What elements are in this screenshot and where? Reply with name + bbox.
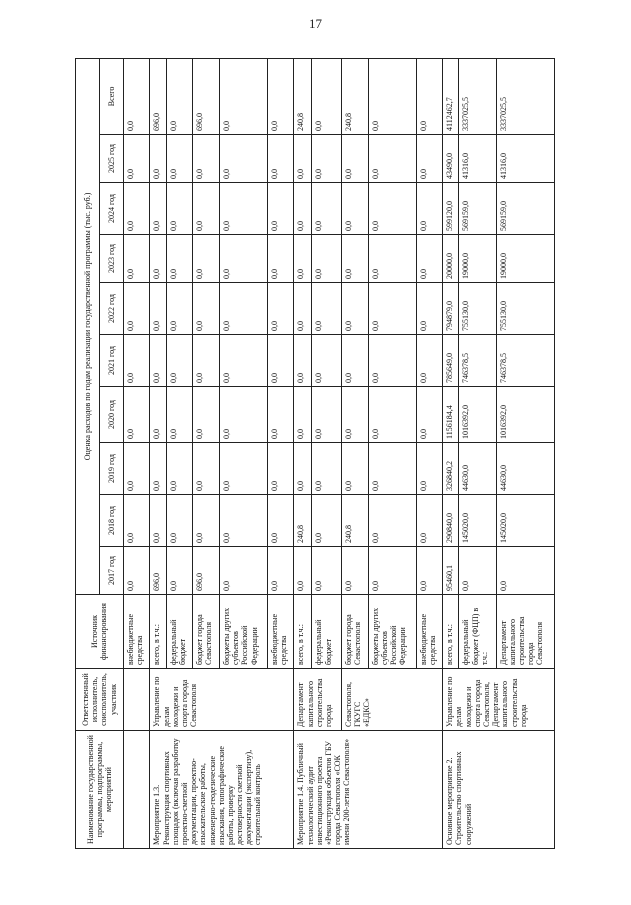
value-cell: 0,0 <box>123 135 150 183</box>
value-cell: 0,0 <box>312 283 342 335</box>
value-cell: 0,0 <box>312 135 342 183</box>
value-cell: 0,0 <box>220 235 268 283</box>
value-cell: 755130,0 <box>496 283 554 335</box>
header-name: Наименование государственной программы, подпрограммы, мероприятий <box>76 731 124 849</box>
header-year: 2024 год <box>99 183 123 235</box>
value-cell: 0,0 <box>220 283 268 335</box>
value-cell: 0,0 <box>267 495 294 547</box>
value-cell: 0,0 <box>267 183 294 235</box>
value-cell: 0,0 <box>193 387 220 443</box>
total-cell: 0,0 <box>416 58 443 134</box>
value-cell: 0,0 <box>312 443 342 495</box>
value-cell: 0,0 <box>342 135 369 183</box>
value-cell: 0,0 <box>416 283 443 335</box>
executor-cell: Управление по делам молодежи и спорта города Севастополя, Департамент капитального строительства города <box>443 669 555 731</box>
value-cell: 0,0 <box>220 135 268 183</box>
value-cell: 0,0 <box>193 283 220 335</box>
value-cell: 0,0 <box>166 183 193 235</box>
source-cell: всего, в т.ч.: <box>294 595 312 669</box>
header-year: 2019 год <box>99 443 123 495</box>
source-cell: федеральный бюджет (ФЦП) в т.ч.: <box>459 595 496 669</box>
value-cell: 0,0 <box>220 183 268 235</box>
executor-cell: Департамент капитального строительства города <box>294 669 342 731</box>
value-cell: 1016392,0 <box>459 387 496 443</box>
value-cell: 0,0 <box>150 135 166 183</box>
source-cell: всего, в т.ч.: <box>443 595 459 669</box>
value-cell: 0,0 <box>294 283 312 335</box>
value-cell: 0,0 <box>267 283 294 335</box>
header-year: 2017 год <box>99 547 123 595</box>
value-cell: 0,0 <box>193 135 220 183</box>
value-cell: 1156184,4 <box>443 387 459 443</box>
value-cell: 0,0 <box>220 495 268 547</box>
value-cell: 0,0 <box>294 387 312 443</box>
value-cell: 0,0 <box>416 183 443 235</box>
source-cell: бюджеты других субъектов Российской Федерации <box>220 595 268 669</box>
value-cell: 0,0 <box>416 335 443 387</box>
value-cell: 0,0 <box>123 335 150 387</box>
value-cell: 0,0 <box>368 235 416 283</box>
value-cell: 0,0 <box>312 547 342 595</box>
source-cell: бюджеты других субъектов Российской Федерации <box>368 595 416 669</box>
rotated-table-sheet <box>75 59 555 849</box>
value-cell: 746378,5 <box>496 335 554 387</box>
value-cell: 0,0 <box>342 183 369 235</box>
value-cell: 290840,0 <box>443 495 459 547</box>
value-cell: 0,0 <box>368 283 416 335</box>
value-cell: 0,0 <box>416 235 443 283</box>
value-cell: 0,0 <box>166 387 193 443</box>
value-cell: 0,0 <box>166 495 193 547</box>
value-cell: 0,0 <box>220 335 268 387</box>
value-cell: 0,0 <box>312 495 342 547</box>
value-cell: 0,0 <box>368 547 416 595</box>
value-cell: 0,0 <box>312 235 342 283</box>
header-estimate: Оценка расходов по годам реализации государственной программы (тыс. руб.) <box>76 58 100 594</box>
header-year: 2025 год <box>99 135 123 183</box>
value-cell: 0,0 <box>123 495 150 547</box>
value-cell: 0,0 <box>166 135 193 183</box>
value-cell: 0,0 <box>150 495 166 547</box>
value-cell: 0,0 <box>267 443 294 495</box>
value-cell: 0,0 <box>416 135 443 183</box>
measure-name-cell: Мероприятие 1.3. Реконструкция спортивных площадок (включая разработку проектно-сметной документации, проектно-изыскательские работы, инженерно-геодезические изыскания, топографические работы, проверку достоверности сметной документации (экспертизу), строительный контроль <box>150 731 294 849</box>
value-cell: 0,0 <box>312 183 342 235</box>
value-cell: 755130,0 <box>459 283 496 335</box>
value-cell: 0,0 <box>150 183 166 235</box>
value-cell: 569159,0 <box>459 183 496 235</box>
header-total: Всего <box>99 58 123 134</box>
source-cell: бюджет города Севастополя <box>342 595 369 669</box>
total-cell: 4112462,7 <box>443 58 459 134</box>
header-year: 2020 год <box>99 387 123 443</box>
value-cell: 0,0 <box>166 443 193 495</box>
total-cell: 0,0 <box>267 58 294 134</box>
value-cell: 0,0 <box>150 335 166 387</box>
value-cell: 0,0 <box>312 335 342 387</box>
value-cell: 41316,0 <box>496 135 554 183</box>
value-cell: 0,0 <box>193 443 220 495</box>
value-cell: 0,0 <box>166 235 193 283</box>
executor-cell: Севастополя, ГКУГС «ЕДКС» <box>342 669 443 731</box>
value-cell: 41316,0 <box>459 135 496 183</box>
table-row <box>150 58 166 848</box>
name-cell <box>123 731 150 849</box>
value-cell: 0,0 <box>150 443 166 495</box>
source-cell: Департамент капитального строительства города Севастополя <box>496 595 554 669</box>
value-cell: 0,0 <box>342 443 369 495</box>
value-cell: 44630,0 <box>496 443 554 495</box>
value-cell: 0,0 <box>416 443 443 495</box>
value-cell: 0,0 <box>342 387 369 443</box>
value-cell: 569159,0 <box>496 183 554 235</box>
value-cell: 0,0 <box>368 387 416 443</box>
value-cell: 0,0 <box>368 135 416 183</box>
value-cell: 0,0 <box>294 135 312 183</box>
value-cell: 0,0 <box>193 335 220 387</box>
total-cell: 0,0 <box>166 58 193 134</box>
value-cell: 0,0 <box>267 235 294 283</box>
value-cell: 0,0 <box>150 283 166 335</box>
value-cell: 0,0 <box>294 547 312 595</box>
table-row <box>294 58 312 848</box>
value-cell: 0,0 <box>416 495 443 547</box>
total-cell: 0,0 <box>312 58 342 134</box>
total-cell: 240,8 <box>294 58 312 134</box>
executor-cell <box>123 669 150 731</box>
value-cell: 746378,5 <box>459 335 496 387</box>
total-cell: 0,0 <box>123 58 150 134</box>
value-cell: 0,0 <box>123 283 150 335</box>
value-cell: 0,0 <box>496 547 554 595</box>
value-cell: 0,0 <box>123 443 150 495</box>
budget-table <box>75 58 555 849</box>
source-cell: всего, в т.ч.: <box>150 595 166 669</box>
value-cell: 0,0 <box>368 335 416 387</box>
value-cell: 599120,0 <box>443 183 459 235</box>
header-year: 2021 год <box>99 335 123 387</box>
value-cell: 0,0 <box>342 235 369 283</box>
value-cell: 0,0 <box>166 547 193 595</box>
value-cell: 19000,0 <box>459 235 496 283</box>
value-cell: 0,0 <box>368 183 416 235</box>
value-cell: 0,0 <box>123 387 150 443</box>
value-cell: 0,0 <box>193 183 220 235</box>
value-cell: 0,0 <box>368 495 416 547</box>
value-cell: 43490,0 <box>443 135 459 183</box>
value-cell: 0,0 <box>123 235 150 283</box>
value-cell: 0,0 <box>294 235 312 283</box>
page-number: 17 <box>309 16 322 31</box>
header-year: 2018 год <box>99 495 123 547</box>
total-cell: 0,0 <box>368 58 416 134</box>
value-cell: 696,0 <box>150 547 166 595</box>
value-cell: 0,0 <box>150 387 166 443</box>
source-cell: федеральный бюджет <box>312 595 342 669</box>
total-cell: 240,8 <box>342 58 369 134</box>
source-cell: внебюджетные средства <box>267 595 294 669</box>
value-cell: 0,0 <box>267 547 294 595</box>
value-cell: 0,0 <box>193 235 220 283</box>
value-cell: 0,0 <box>220 547 268 595</box>
source-cell: бюджет города Севастополя <box>193 595 220 669</box>
value-cell: 240,8 <box>294 495 312 547</box>
table-row <box>123 58 150 848</box>
total-cell: 3337025,5 <box>496 58 554 134</box>
value-cell: 0,0 <box>166 335 193 387</box>
value-cell: 0,0 <box>123 547 150 595</box>
value-cell: 44630,0 <box>459 443 496 495</box>
measure-name-cell: Основное мероприятие 2. Строительство спортивных сооружений <box>443 731 555 849</box>
value-cell: 95460,1 <box>443 547 459 595</box>
value-cell: 0,0 <box>220 443 268 495</box>
value-cell: 696,0 <box>193 547 220 595</box>
value-cell: 0,0 <box>368 443 416 495</box>
executor-cell: Управление по делам молодежи и спорта города Севастополя <box>150 669 294 731</box>
value-cell: 1016392,0 <box>496 387 554 443</box>
value-cell: 0,0 <box>123 183 150 235</box>
value-cell: 0,0 <box>267 387 294 443</box>
value-cell: 240,8 <box>342 495 369 547</box>
value-cell: 145020,0 <box>496 495 554 547</box>
source-cell: федеральный бюджет <box>166 595 193 669</box>
measure-name-cell: Мероприятие 1.4. Публичный технологический аудит инвестиционного проекта «Реконструкция объектов ГБУ города Севастополя «СОК имени 200-летия Севастополя» <box>294 731 443 849</box>
value-cell: 0,0 <box>294 183 312 235</box>
value-cell: 0,0 <box>416 547 443 595</box>
value-cell: 0,0 <box>193 495 220 547</box>
value-cell: 0,0 <box>294 443 312 495</box>
value-cell: 0,0 <box>312 387 342 443</box>
table-row <box>342 58 369 848</box>
value-cell: 785649,0 <box>443 335 459 387</box>
header-year: 2023 год <box>99 235 123 283</box>
value-cell: 794879,0 <box>443 283 459 335</box>
value-cell: 0,0 <box>459 547 496 595</box>
header-source: Источник финансирования <box>76 595 124 669</box>
value-cell: 0,0 <box>342 547 369 595</box>
header-row-1 <box>76 58 100 848</box>
value-cell: 145020,0 <box>459 495 496 547</box>
value-cell: 0,0 <box>220 387 268 443</box>
value-cell: 0,0 <box>166 283 193 335</box>
table-row <box>443 58 459 848</box>
value-cell: 0,0 <box>342 283 369 335</box>
value-cell: 19000,0 <box>496 235 554 283</box>
total-cell: 3337025,5 <box>459 58 496 134</box>
value-cell: 0,0 <box>267 335 294 387</box>
source-cell: внебюджетные средства <box>123 595 150 669</box>
source-cell: внебюджетные средства <box>416 595 443 669</box>
value-cell: 0,0 <box>150 235 166 283</box>
value-cell: 0,0 <box>416 387 443 443</box>
total-cell: 696,0 <box>150 58 166 134</box>
total-cell: 696,0 <box>193 58 220 134</box>
header-executor: Ответственный исполнитель, соисполнитель, участник <box>76 669 124 731</box>
value-cell: 0,0 <box>267 135 294 183</box>
value-cell: 326840,2 <box>443 443 459 495</box>
value-cell: 20000,0 <box>443 235 459 283</box>
total-cell: 0,0 <box>220 58 268 134</box>
header-year: 2022 год <box>99 283 123 335</box>
value-cell: 0,0 <box>294 335 312 387</box>
value-cell: 0,0 <box>342 335 369 387</box>
